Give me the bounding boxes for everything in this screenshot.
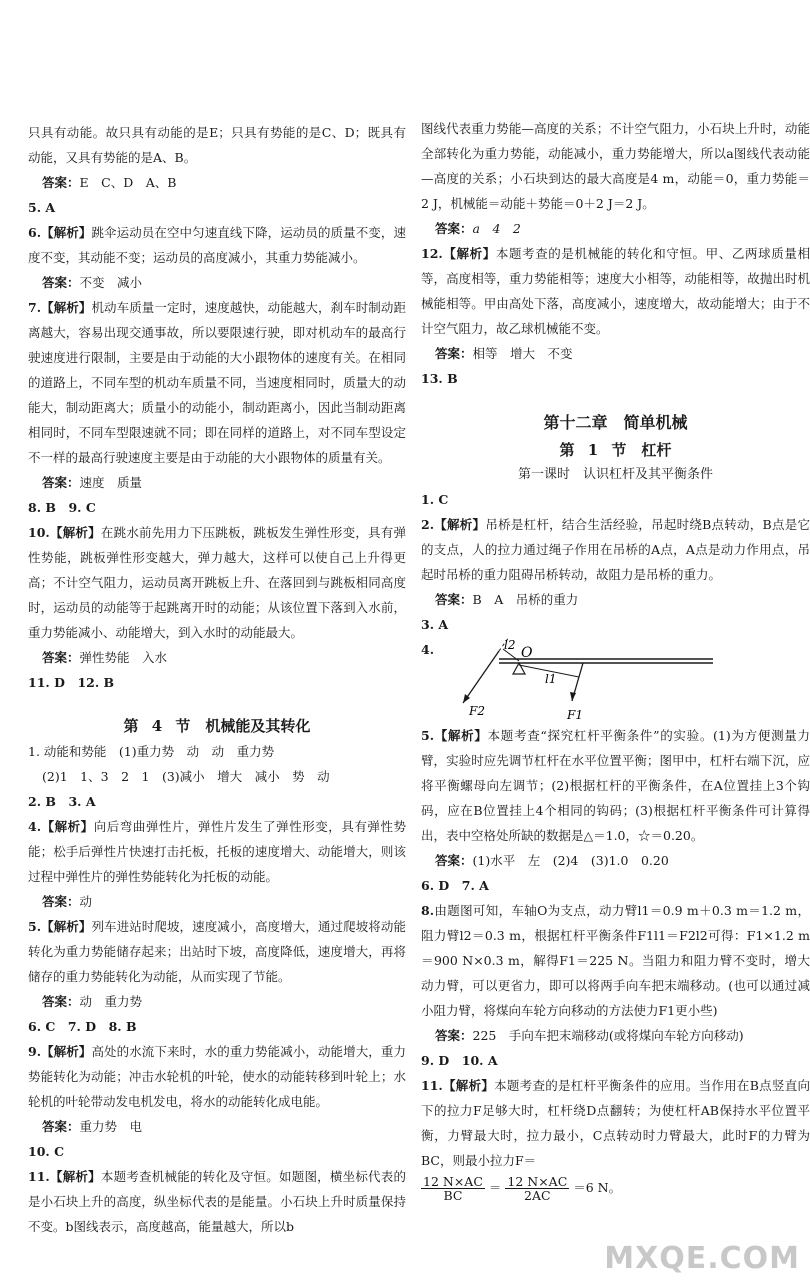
answer-q8-q9: 8. B 9. C [28,500,96,515]
c-answer-q9-q10: 9. D 10. A [421,1053,498,1068]
fraction-2 [505,1175,569,1202]
s4-q1-line2: (2)1 1、3 2 1 (3)减小 增大 减小 势 动 [42,769,330,784]
fraction-1-denominator: BC [443,1188,463,1203]
answer-text: 弹性势能 入水 [79,650,168,665]
analysis-text: 跳伞运动员在空中匀速直线下降，运动员的质量不变，速度不变，其动能不变；运动员的高度减小，其重力势能减小。 [28,225,406,265]
label-l2: l2 [504,638,516,652]
analysis-tag: 7.【解析】 [28,300,92,315]
s4-q1-line1: 1. 动能和势能 (1)重力势 动 动 重力势 [28,744,275,759]
fraction-2-numerator: 12 N×AC [507,1174,568,1189]
analysis-text: 由题图可知，车轴O为支点，动力臂l1＝0.9 m＋0.3 m＝1.2 m，阻力臂l2＝0.3 m，根据杠杆平衡条件F1l1＝F2l2可得：F1×1.2 m＝900 N×0.3 m，解得F1＝225 N。当阻力和阻力臂不变时，增大动力臂，可以更省力，即可以将两手向车把末端移动。(也可以通过减小阻力臂，将煤向车轮方向移动的方法使力F1更小些) [421,903,810,1018]
lever-diagram [441,637,741,723]
fulcrum-icon [513,663,525,674]
lesson-title: 第一课时 认识杠杆及其平衡条件 [517,467,713,482]
analysis-text: 机动车质量一定时，速度越快，动能越大，刹车时制动距离越大，容易出现交通事故，所以要限速行驶，即对机动车的最高行驶速度进行限制，主要是由于动能的大小跟物体的速度有关。在相同的道路上，不同车型的机动车质量不同，当速度相同时，质量大的动能大，制动距离大；质量小的动能小，制动距离小，因此当制动距离相同时，不同车型限速就不同；即在同样的道路上，对不同车型设定不一样的最高行驶速度主要是由于动能的大小跟物体的质量有关。 [28,300,406,465]
answer-text: 动 [79,894,93,909]
analysis-text: 列车进站时爬坡，速度减小，高度增大，通过爬坡将动能转化为重力势能储存起来；出站时下坡，高度降低，速度增大，再将储存的重力势能转化为动能，从而实现了节能。 [28,919,406,984]
c-analysis-q5 [421,723,810,848]
answer-line [421,848,810,873]
label-F1: F1 [567,708,583,722]
answer-label: 答案： [42,994,80,1009]
s4-answer-q2-q3: 2. B 3. A [28,794,96,809]
analysis-tag: 8. [421,903,435,918]
c-answer-q6-q7: 6. D 7. A [421,878,489,893]
watermark: MXQE.COM [604,1241,800,1276]
answer-line [28,889,406,914]
analysis-tag: 4.【解析】 [28,819,94,834]
fraction-1-numerator: 12 N×AC [423,1174,483,1189]
c-answer-q3: 3. A [421,617,449,632]
section-title: 第 4 节 机械能及其转化 [123,717,311,735]
answer-text: a 4 2 [472,221,521,236]
analysis-q10 [28,520,406,645]
analysis-tag: 5.【解析】 [28,919,92,934]
answer-text: B A 吊桥的重力 [472,592,579,607]
analysis-text: 在跳水前先用力下压跳板，跳板发生弹性形变，具有弹性势能，跳板弹性形变越大，弹力越大，这样可以使自己上升得更高；不计空气阻力，运动员离开跳板上升、在落回到与跳板相同高度时，运动员的动能等于起跳离开时的动能；从该位置下落到入水前，重力势能减小、动能增大，到入水时的动能最大。 [28,525,406,640]
answer-label: 答案： [435,221,473,236]
answer-line [28,470,406,495]
analysis-tag: 9.【解析】 [28,1044,92,1059]
paragraph-continuation: 图线代表重力势能—高度的关系；不计空气阻力，小石块上升时，动能全部转化为重力势能，动能减小，重力势能增大，所以a图线代表动能—高度的关系；小石块到达的最大高度是4 m，动能＝0，重力势能＝2 J，机械能＝动能＋势能＝0＋2 J＝2 J。 [421,121,810,211]
answer-label: 答案： [42,275,80,290]
answer-q11-q12: 11. D 12. B [28,675,115,690]
answer-label: 答案： [435,346,473,361]
answer-q5: 5. A [28,200,56,215]
s4-analysis-q5 [28,914,406,989]
analysis-tag: 11.【解析】 [28,1169,101,1184]
s4-answer-q6-q8: 6. C 7. D 8. B [28,1019,137,1034]
analysis-q7 [28,295,406,470]
answer-label: 答案： [42,1119,80,1134]
answer-text: E C、D A、B [79,175,177,190]
answer-line [421,587,810,612]
analysis-text: 本题考查“探究杠杆平衡条件”的实验。(1)为方便测量力臂，实验时应先调节杠杆在水平位置平衡；图甲中，杠杆右端下沉，应将平衡螺母向左调节；(2)根据杠杆的平衡条件，在A位置挂上3个钩码，应在B位置挂上4个相同的钩码；(3)根据杠杆平衡条件可计算得出，表中空格处所缺的数据是△＝1.0，☆＝0.20。 [421,728,810,843]
label-O: O [521,645,533,661]
answer-label: 答案： [42,175,80,190]
answer-label: 答案： [435,1028,473,1043]
answer-line [421,1023,810,1048]
chapter-title: 第十二章 简单机械 [543,413,688,432]
analysis-tag: 2.【解析】 [421,517,486,532]
answer-line [28,1114,406,1139]
answer-text: 动 重力势 [79,994,143,1009]
s4-analysis-q11 [28,1164,406,1239]
c-analysis-q11 [421,1073,810,1173]
answer-label: 答案： [42,475,80,490]
equals-sign: ＝ [488,1180,502,1195]
answer-line [421,216,810,241]
answer-line [28,989,406,1014]
s4-analysis-q9 [28,1039,406,1114]
analysis-tag: 5.【解析】 [421,728,488,743]
analysis-tag: 11.【解析】 [421,1078,495,1093]
answer-text: 225 手向车把末端移动(或将煤向车轮方向移动) [472,1028,744,1043]
left-column [28,120,406,1239]
answer-label: 答案： [435,853,473,868]
formula-line [421,1173,810,1203]
fraction-1 [421,1175,485,1202]
analysis-text: 向后弯曲弹性片，弹性片发生了弹性形变，具有弹性势能；松手后弹性片快速打击托板，托板的速度增大、动能增大，则该过程中弹性片的弹性势能转化为托板的动能。 [28,819,406,884]
answer-label: 答案： [42,650,80,665]
answer-line [421,341,810,366]
label-F2: F2 [469,704,485,718]
analysis-tag: 10.【解析】 [28,525,101,540]
force-f2-line [463,651,499,703]
answer-text: 重力势 电 [79,1119,143,1134]
paragraph-continuation: 只具有动能。故只具有动能的是E；只具有势能的是C、D；既具有动能，又具有势能的是A、B。 [28,125,406,165]
analysis-tag: 12.【解析】 [421,246,496,261]
c-analysis-q8 [421,898,810,1023]
c-q4-number: 4. [421,642,435,657]
right-column [421,116,810,1203]
formula-result: ＝6 N。 [573,1180,622,1195]
c-answer-q1: 1. C [421,492,449,507]
section-title: 第 1 节 杠杆 [559,441,672,459]
analysis-text: 本题考查的是杠杆平衡条件的应用。当作用在B点竖直向下的拉力F足够大时，杠杆绕D点翻转；为使杠杆AB保持水平位置平衡，力臂最大时，拉力最小，C点转动时力臂最大，此时F的力臂为BC，则最小拉力F＝ [421,1078,810,1168]
answer-line [28,270,406,295]
analysis-text: 吊桥是杠杆，结合生活经验，吊起时绕B点转动，B点是它的支点，人的拉力通过绳子作用在吊桥的A点，A点是动力作用点，吊起时吊桥的重力阻碍吊桥转动，故阻力是吊桥的重力。 [421,517,810,582]
label-l1: l1 [545,672,557,686]
answer-text: 不变 减小 [79,275,143,290]
c-analysis-q2 [421,512,810,587]
analysis-text: 本题考查的是机械能的转化和守恒。甲、乙两球质量相等，高度相等，重力势能相等；速度大小相等，动能相等，故抛出时机械能相等。甲由高处下落，高度减小，速度增大，故动能增大；由于不计空气阻力，故乙球机械能不变。 [421,246,810,336]
answer-q13: 13. B [421,371,458,386]
analysis-text: 高处的水流下来时，水的重力势能减小，动能增大，重力势能转化为动能；冲击水轮机的叶轮，使水的动能转移到叶轮上；水轮机的叶轮带动发电机发电，将水的动能转化成电能。 [28,1044,406,1109]
answer-line [28,170,406,195]
analysis-q6 [28,220,406,270]
answer-label: 答案： [435,592,473,607]
answer-text: (1)水平 左 (2)4 (3)1.0 0.20 [472,853,669,868]
answer-line [28,645,406,670]
s4-analysis-q4 [28,814,406,889]
answer-text: 相等 增大 不变 [472,346,573,361]
answer-label: 答案： [42,894,80,909]
analysis-q12 [421,241,810,341]
analysis-tag: 6.【解析】 [28,225,92,240]
fraction-2-denominator: 2AC [524,1188,551,1203]
answer-text: 速度 质量 [79,475,143,490]
c-q4-block [421,637,810,723]
analysis-text: 本题考查机械能的转化及守恒。如题图，横坐标代表的是小石块上升的高度，纵坐标代表的是能量。小石块上升时质量保持不变。b图线表示，高度越高，能量越大，所以b [28,1169,406,1234]
s4-answer-q10: 10. C [28,1144,65,1159]
